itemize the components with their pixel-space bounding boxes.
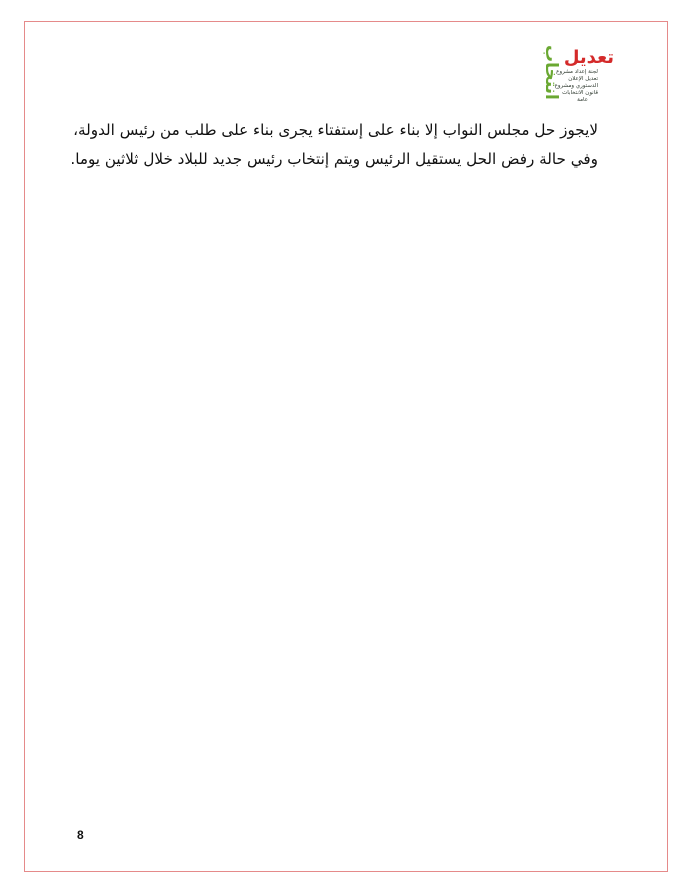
logo-subtitle-line: تعديل الإعلان [568,76,598,82]
logo-subtitle-line: لجنة إعداد مشروع [556,69,598,75]
committee-logo [532,35,616,117]
body-paragraph: لايجوز حل مجلس النواب إلا بناء على إستفتاء يجرى بناء على طلب من رئيس الدولة، وفي حالة رفض الحل يستقيل الرئيس ويتم إنتخاب رئيس جديد للبلاد خلال ثلاثين يوما. [70,121,598,168]
logo-graphic [532,35,616,117]
logo-subtitle-line: قانون الانتخابات [562,90,598,96]
page-number: 8 [77,828,84,842]
logo-subtitle-line: عامة [577,97,588,103]
logo-title: تعديل [563,47,614,68]
logo-vertical-word: انتخاب [541,45,561,100]
logo-subtitle-line: الدستوري ومشروع [554,83,598,89]
